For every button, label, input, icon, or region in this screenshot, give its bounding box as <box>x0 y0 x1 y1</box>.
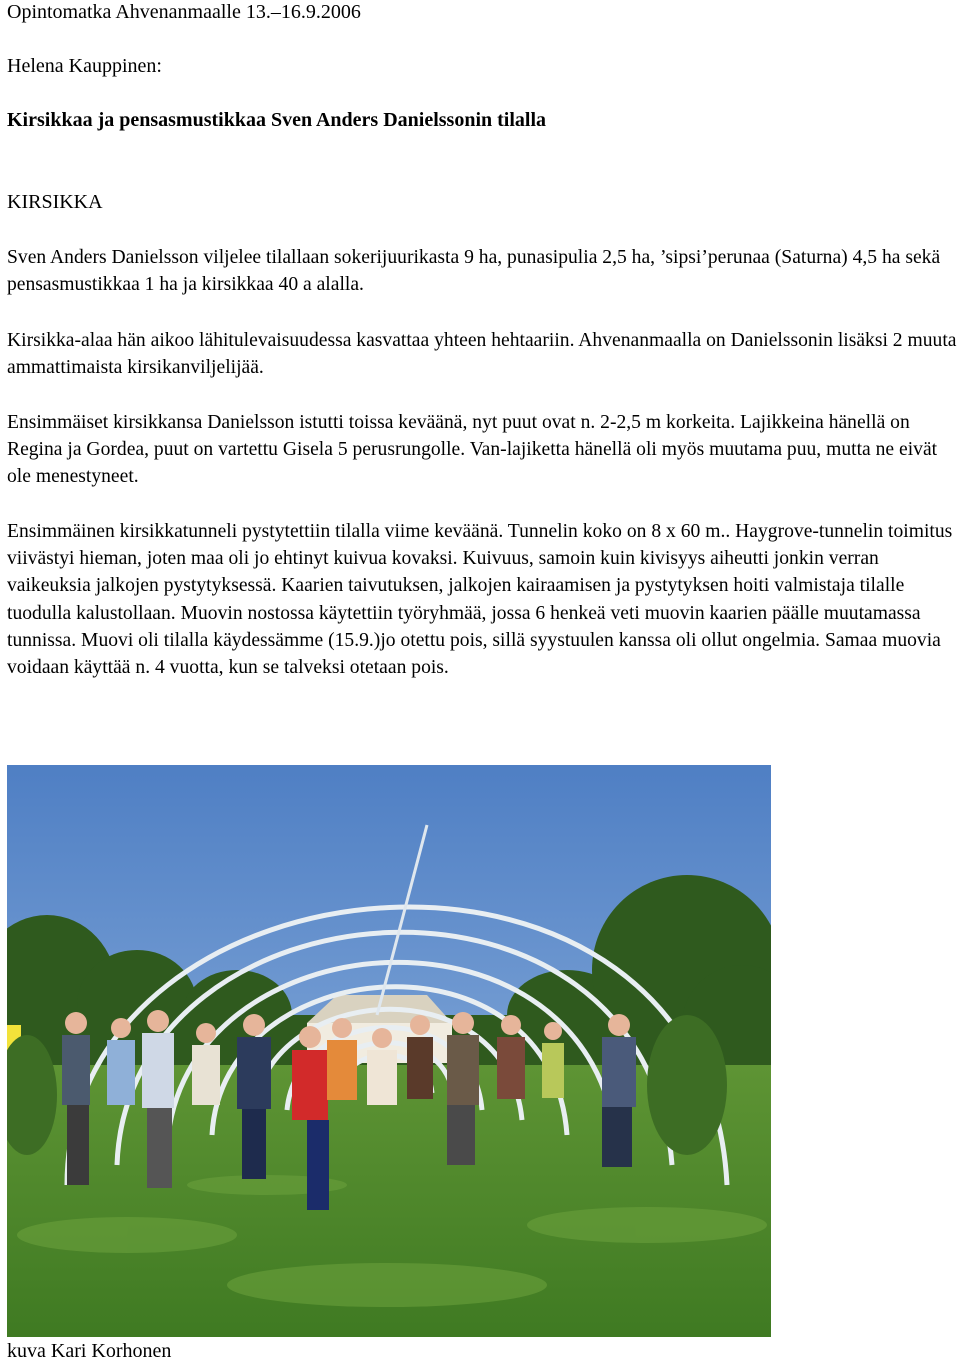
author-line: Helena Kauppinen: <box>7 55 162 77</box>
paragraph-3: Ensimmäiset kirsikkansa Danielsson istutti toissa keväänä, nyt puut ovat n. 2-2,5 m korkeita. Lajikkeina hänellä on Regina ja Gordea, puut on vartettu Gisela 5 perusrungolle. Van-lajiketta hänellä oli myös muutama puu, mutta ne eivät ole menestyneet. <box>7 412 938 488</box>
paragraph-4: Ensimmäinen kirsikkatunneli pystytettiin tilalla viime keväänä. Tunnelin koko on 8 x 60 m.. Haygrove-tunnelin toimitus viivästyi hieman, joten maa oli jo ehtinyt kuivua kovaksi. Kuivuus, samoin kuin kivisyys aiheutti jonkin verran vaikeuksia jalkojen pystytyksessä. Kaarien taivutuksen, jalkojen kairaamisen ja pystytyksen hoiti valmistaja tilalle tuodulla kalustollaan. Muovin nostossa käytettiin työryhmää, jossa 6 henkeä veti muovin kaarien päälle muutamassa tunnissa. Muovi oli tilalla käydessämme (15.9.)jo otettu pois, sillä syystuulen kanssa oli ollut ongelmia. Samaa muovia voidaan käyttää n. 4 vuotta, kun se talveksi otetaan pois. <box>7 521 953 679</box>
paragraph-2: Kirsikka-alaa hän aikoo lähitulevaisuudessa kasvattaa yhteen hehtaariin. Ahvenanmaalla on Danielssonin lisäksi 2 muuta ammattimaista kirsikanviljelijää. <box>7 330 957 379</box>
paragraph-1: Sven Anders Danielsson viljelee tilallaan sokerijuurikasta 9 ha, punasipulia 2,5 ha, ’sipsi’perunaa (Saturna) 4,5 ha sekä pensasmustikkaa 1 ha ja kirsikkaa 40 a alalla. <box>7 247 941 296</box>
tunnel-photo <box>7 765 771 1337</box>
section-title: KIRSIKKA <box>7 191 103 213</box>
photo-caption: kuva Kari Korhonen <box>7 1340 172 1362</box>
document-title: Opintomatka Ahvenanmaalle 13.–16.9.2006 <box>7 1 361 23</box>
article-heading: Kirsikkaa ja pensasmustikkaa Sven Anders Danielssonin tilalla <box>7 109 547 131</box>
tunnel-photo-illustration <box>7 765 771 1337</box>
